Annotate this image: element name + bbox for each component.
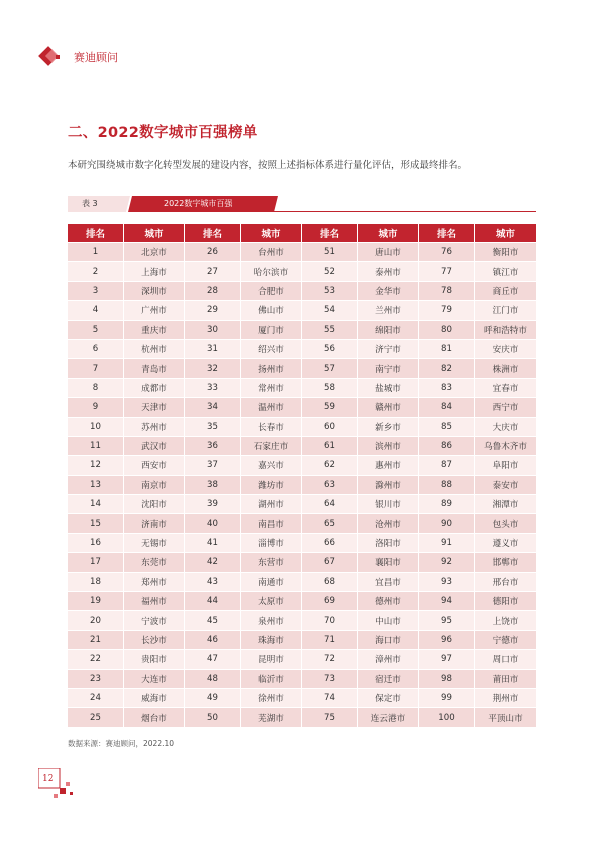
- diamond-logo-icon: [38, 45, 64, 69]
- city-cell: 成都市: [124, 378, 185, 397]
- rank-cell: 30: [185, 320, 241, 339]
- rank-cell: 91: [419, 533, 475, 552]
- rank-cell: 69: [302, 591, 358, 610]
- city-cell: 南通市: [241, 572, 302, 591]
- page-number: 12: [42, 774, 54, 784]
- rank-cell: 51: [302, 242, 358, 261]
- table-row: [68, 320, 536, 339]
- header-city: 城市: [358, 224, 419, 242]
- city-cell: 深圳市: [124, 281, 185, 300]
- rank-cell: 21: [68, 630, 124, 649]
- rank-cell: 3: [68, 281, 124, 300]
- city-cell: 徐州市: [241, 688, 302, 707]
- city-cell: 郑州市: [124, 572, 185, 591]
- rank-cell: 26: [185, 242, 241, 261]
- table-row: [68, 669, 536, 688]
- rank-cell: 60: [302, 417, 358, 436]
- city-cell: 天津市: [124, 397, 185, 416]
- city-cell: 南昌市: [241, 513, 302, 532]
- city-cell: 绵阳市: [358, 320, 419, 339]
- city-cell: 泰安市: [475, 475, 536, 494]
- table-row: [68, 533, 536, 552]
- city-cell: 烟台市: [124, 707, 185, 726]
- rank-cell: 20: [68, 610, 124, 629]
- city-cell: 温州市: [241, 397, 302, 416]
- city-cell: 沈阳市: [124, 494, 185, 513]
- city-cell: 兰州市: [358, 300, 419, 319]
- city-cell: 镇江市: [475, 261, 536, 280]
- city-cell: 上饶市: [475, 610, 536, 629]
- rank-cell: 53: [302, 281, 358, 300]
- table-row: [68, 397, 536, 416]
- header-city: 城市: [124, 224, 185, 242]
- city-cell: 贵阳市: [124, 649, 185, 668]
- city-cell: 广州市: [124, 300, 185, 319]
- city-cell: 南宁市: [358, 358, 419, 377]
- header-rank: 排名: [68, 224, 124, 242]
- rank-cell: 83: [419, 378, 475, 397]
- rank-cell: 27: [185, 261, 241, 280]
- rank-cell: 58: [302, 378, 358, 397]
- rank-cell: 6: [68, 339, 124, 358]
- pixel-squares-icon: [38, 768, 82, 800]
- city-cell: 邢台市: [475, 572, 536, 591]
- rank-cell: 90: [419, 513, 475, 532]
- city-cell: 海口市: [358, 630, 419, 649]
- city-cell: 佛山市: [241, 300, 302, 319]
- city-cell: 沧州市: [358, 513, 419, 532]
- city-cell: 济宁市: [358, 339, 419, 358]
- brand-name: 赛迪顾问: [74, 51, 118, 64]
- rank-cell: 13: [68, 475, 124, 494]
- city-cell: 邯郸市: [475, 552, 536, 571]
- rank-cell: 15: [68, 513, 124, 532]
- city-cell: 泰州市: [358, 261, 419, 280]
- rank-cell: 44: [185, 591, 241, 610]
- table-row: [68, 281, 536, 300]
- table-row: [68, 339, 536, 358]
- rank-cell: 74: [302, 688, 358, 707]
- city-cell: 威海市: [124, 688, 185, 707]
- rank-cell: 72: [302, 649, 358, 668]
- city-cell: 德阳市: [475, 591, 536, 610]
- city-cell: 湘潭市: [475, 494, 536, 513]
- rank-cell: 42: [185, 552, 241, 571]
- city-cell: 阜阳市: [475, 455, 536, 474]
- city-cell: 潍坊市: [241, 475, 302, 494]
- rank-cell: 88: [419, 475, 475, 494]
- rank-cell: 65: [302, 513, 358, 532]
- rank-cell: 94: [419, 591, 475, 610]
- table-row: [68, 242, 536, 261]
- header-rank: 排名: [302, 224, 358, 242]
- city-cell: 滁州市: [358, 475, 419, 494]
- rank-cell: 32: [185, 358, 241, 377]
- rank-cell: 36: [185, 436, 241, 455]
- rank-cell: 97: [419, 649, 475, 668]
- city-cell: 江门市: [475, 300, 536, 319]
- city-cell: 绍兴市: [241, 339, 302, 358]
- table-row: [68, 552, 536, 571]
- rank-cell: 81: [419, 339, 475, 358]
- rank-cell: 84: [419, 397, 475, 416]
- city-cell: 武汉市: [124, 436, 185, 455]
- header-city: 城市: [475, 224, 536, 242]
- table-row: [68, 417, 536, 436]
- table-caption: [68, 196, 536, 212]
- rank-cell: 100: [419, 707, 475, 726]
- table-row: [68, 378, 536, 397]
- table-label: 表 3: [82, 199, 98, 208]
- table-row: [68, 688, 536, 707]
- city-cell: 保定市: [358, 688, 419, 707]
- ranking-table: [68, 224, 536, 727]
- rank-cell: 45: [185, 610, 241, 629]
- rank-cell: 5: [68, 320, 124, 339]
- city-cell: 青岛市: [124, 358, 185, 377]
- rank-cell: 61: [302, 436, 358, 455]
- rank-cell: 29: [185, 300, 241, 319]
- table-body: [68, 242, 536, 727]
- rank-cell: 52: [302, 261, 358, 280]
- rank-cell: 2: [68, 261, 124, 280]
- city-cell: 唐山市: [358, 242, 419, 261]
- city-cell: 洛阳市: [358, 533, 419, 552]
- table-row: [68, 261, 536, 280]
- city-cell: 宿迁市: [358, 669, 419, 688]
- city-cell: 宁德市: [475, 630, 536, 649]
- rank-cell: 35: [185, 417, 241, 436]
- city-cell: 扬州市: [241, 358, 302, 377]
- rank-cell: 70: [302, 610, 358, 629]
- city-cell: 北京市: [124, 242, 185, 261]
- city-cell: 宁波市: [124, 610, 185, 629]
- rank-cell: 71: [302, 630, 358, 649]
- city-cell: 银川市: [358, 494, 419, 513]
- rank-cell: 23: [68, 669, 124, 688]
- rank-cell: 77: [419, 261, 475, 280]
- rank-cell: 76: [419, 242, 475, 261]
- header-city: 城市: [241, 224, 302, 242]
- city-cell: 商丘市: [475, 281, 536, 300]
- table-header-row: [68, 224, 536, 242]
- city-cell: 嘉兴市: [241, 455, 302, 474]
- city-cell: 新乡市: [358, 417, 419, 436]
- rank-cell: 31: [185, 339, 241, 358]
- city-cell: 常州市: [241, 378, 302, 397]
- rank-cell: 40: [185, 513, 241, 532]
- rank-cell: 78: [419, 281, 475, 300]
- city-cell: 惠州市: [358, 455, 419, 474]
- table-row: [68, 707, 536, 726]
- rank-cell: 49: [185, 688, 241, 707]
- rank-cell: 55: [302, 320, 358, 339]
- city-cell: 德州市: [358, 591, 419, 610]
- caption-bar-graphic: [68, 196, 536, 212]
- rank-cell: 17: [68, 552, 124, 571]
- table-row: [68, 358, 536, 377]
- city-cell: 上海市: [124, 261, 185, 280]
- city-cell: 包头市: [475, 513, 536, 532]
- city-cell: 荆州市: [475, 688, 536, 707]
- city-cell: 芜湖市: [241, 707, 302, 726]
- city-cell: 太原市: [241, 591, 302, 610]
- city-cell: 襄阳市: [358, 552, 419, 571]
- table-row: [68, 572, 536, 591]
- rank-cell: 48: [185, 669, 241, 688]
- city-cell: 重庆市: [124, 320, 185, 339]
- rank-cell: 98: [419, 669, 475, 688]
- city-cell: 东营市: [241, 552, 302, 571]
- rank-cell: 56: [302, 339, 358, 358]
- rank-cell: 80: [419, 320, 475, 339]
- rank-cell: 82: [419, 358, 475, 377]
- city-cell: 中山市: [358, 610, 419, 629]
- rank-cell: 50: [185, 707, 241, 726]
- rank-cell: 37: [185, 455, 241, 474]
- city-cell: 合肥市: [241, 281, 302, 300]
- rank-cell: 24: [68, 688, 124, 707]
- table-row: [68, 455, 536, 474]
- table-title: 2022数字城市百强: [164, 199, 233, 208]
- city-cell: 杭州市: [124, 339, 185, 358]
- rank-cell: 7: [68, 358, 124, 377]
- rank-cell: 22: [68, 649, 124, 668]
- rank-cell: 16: [68, 533, 124, 552]
- rank-cell: 64: [302, 494, 358, 513]
- rank-cell: 14: [68, 494, 124, 513]
- table-row: [68, 649, 536, 668]
- rank-cell: 73: [302, 669, 358, 688]
- rank-cell: 79: [419, 300, 475, 319]
- rank-cell: 63: [302, 475, 358, 494]
- rank-cell: 99: [419, 688, 475, 707]
- city-cell: 宜昌市: [358, 572, 419, 591]
- city-cell: 莆田市: [475, 669, 536, 688]
- city-cell: 漳州市: [358, 649, 419, 668]
- city-cell: 苏州市: [124, 417, 185, 436]
- rank-cell: 87: [419, 455, 475, 474]
- rank-cell: 57: [302, 358, 358, 377]
- table-row: [68, 494, 536, 513]
- city-cell: 金华市: [358, 281, 419, 300]
- rank-cell: 68: [302, 572, 358, 591]
- city-cell: 赣州市: [358, 397, 419, 416]
- city-cell: 遵义市: [475, 533, 536, 552]
- city-cell: 珠海市: [241, 630, 302, 649]
- city-cell: 滨州市: [358, 436, 419, 455]
- city-cell: 泉州市: [241, 610, 302, 629]
- city-cell: 东莞市: [124, 552, 185, 571]
- rank-cell: 95: [419, 610, 475, 629]
- rank-cell: 54: [302, 300, 358, 319]
- city-cell: 长春市: [241, 417, 302, 436]
- city-cell: 湖州市: [241, 494, 302, 513]
- table-row: [68, 591, 536, 610]
- city-cell: 周口市: [475, 649, 536, 668]
- rank-cell: 39: [185, 494, 241, 513]
- section-title: 二、2022数字城市百强榜单: [68, 125, 258, 141]
- rank-cell: 28: [185, 281, 241, 300]
- rank-cell: 19: [68, 591, 124, 610]
- city-cell: 福州市: [124, 591, 185, 610]
- rank-cell: 10: [68, 417, 124, 436]
- city-cell: 衡阳市: [475, 242, 536, 261]
- city-cell: 昆明市: [241, 649, 302, 668]
- rank-cell: 47: [185, 649, 241, 668]
- rank-cell: 12: [68, 455, 124, 474]
- rank-cell: 93: [419, 572, 475, 591]
- rank-cell: 8: [68, 378, 124, 397]
- table-row: [68, 630, 536, 649]
- table-row: [68, 475, 536, 494]
- city-cell: 平顶山市: [475, 707, 536, 726]
- city-cell: 西安市: [124, 455, 185, 474]
- rank-cell: 85: [419, 417, 475, 436]
- rank-cell: 89: [419, 494, 475, 513]
- city-cell: 长沙市: [124, 630, 185, 649]
- city-cell: 济南市: [124, 513, 185, 532]
- rank-cell: 1: [68, 242, 124, 261]
- city-cell: 安庆市: [475, 339, 536, 358]
- city-cell: 厦门市: [241, 320, 302, 339]
- city-cell: 石家庄市: [241, 436, 302, 455]
- city-cell: 临沂市: [241, 669, 302, 688]
- rank-cell: 38: [185, 475, 241, 494]
- rank-cell: 43: [185, 572, 241, 591]
- city-cell: 无锡市: [124, 533, 185, 552]
- rank-cell: 41: [185, 533, 241, 552]
- rank-cell: 46: [185, 630, 241, 649]
- header-rank: 排名: [419, 224, 475, 242]
- city-cell: 连云港市: [358, 707, 419, 726]
- rank-cell: 62: [302, 455, 358, 474]
- intro-paragraph: 本研究围绕城市数字化转型发展的建设内容，按照上述指标体系进行量化评估，形成最终排名。: [68, 160, 468, 171]
- rank-cell: 18: [68, 572, 124, 591]
- table-row: [68, 300, 536, 319]
- data-source-note: 数据来源：赛迪顾问，2022.10: [68, 739, 175, 748]
- city-cell: 大连市: [124, 669, 185, 688]
- city-cell: 呼和浩特市: [475, 320, 536, 339]
- table-row: [68, 436, 536, 455]
- table-row: [68, 513, 536, 532]
- city-cell: 台州市: [241, 242, 302, 261]
- rank-cell: 33: [185, 378, 241, 397]
- header-rank: 排名: [185, 224, 241, 242]
- city-cell: 淄博市: [241, 533, 302, 552]
- city-cell: 盐城市: [358, 378, 419, 397]
- rank-cell: 92: [419, 552, 475, 571]
- city-cell: 株洲市: [475, 358, 536, 377]
- city-cell: 乌鲁木齐市: [475, 436, 536, 455]
- city-cell: 大庆市: [475, 417, 536, 436]
- city-cell: 宜春市: [475, 378, 536, 397]
- table-row: [68, 610, 536, 629]
- rank-cell: 67: [302, 552, 358, 571]
- rank-cell: 11: [68, 436, 124, 455]
- city-cell: 西宁市: [475, 397, 536, 416]
- rank-cell: 96: [419, 630, 475, 649]
- rank-cell: 34: [185, 397, 241, 416]
- rank-cell: 25: [68, 707, 124, 726]
- rank-cell: 9: [68, 397, 124, 416]
- city-cell: 哈尔滨市: [241, 261, 302, 280]
- rank-cell: 4: [68, 300, 124, 319]
- city-cell: 南京市: [124, 475, 185, 494]
- rank-cell: 75: [302, 707, 358, 726]
- rank-cell: 66: [302, 533, 358, 552]
- rank-cell: 86: [419, 436, 475, 455]
- rank-cell: 59: [302, 397, 358, 416]
